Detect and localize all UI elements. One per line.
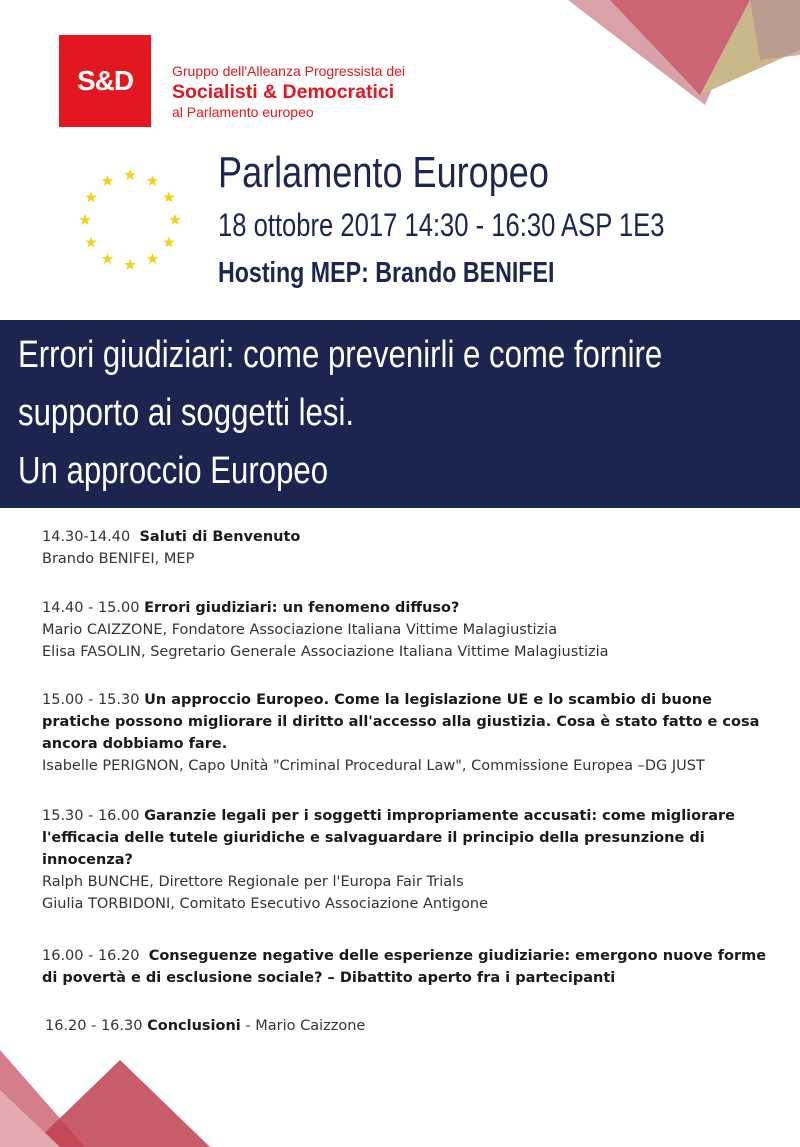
star-icon [169,214,180,225]
item-speaker: Elisa FASOLIN, Segretario Generale Associazione Italiana Vittime Malagiustizia [42,644,609,660]
group-name [172,62,405,120]
item-title: Errori giudiziari: un fenomeno diffuso? [144,600,460,616]
group-line-2: Socialisti & Democratici [172,81,395,103]
item-time: 16.00 - 16.20 [42,948,140,964]
program-item [42,805,735,915]
item-speaker: Giulia TORBIDONI, Comitato Esecutivo Associazione Antigone [42,896,488,912]
star-icon [163,192,174,203]
item-title-cont: di povertà e di esclusione sociale? – Dibattito aperto fra i partecipanti [42,970,616,986]
star-icon [147,175,158,186]
program-item [42,597,609,663]
star-icon [85,192,96,203]
item-title: Saluti di Benvenuto [139,529,301,545]
hosting-mep: Hosting MEP: Brando BENIFEI [218,257,555,289]
item-title: Conclusioni [147,1018,241,1034]
item-time: 15.30 - 16.00 [42,808,140,824]
banner-line-3: Un approccio Europeo [18,450,329,492]
sd-logo [59,35,151,127]
item-time: 15.00 - 15.30 [42,692,140,708]
topic-banner [0,320,800,508]
item-time: 16.20 - 16.30 [45,1018,143,1034]
item-time: 14.40 - 15.00 [42,600,140,616]
item-speaker: Brando BENIFEI, MEP [42,551,195,567]
program-item [42,689,759,777]
item-title-cont: innocenza? [42,852,133,868]
deco-triangle-bottom-red [30,1060,210,1147]
banner-line-1: Errori giudiziari: come prevenirli e come fornire [18,334,663,376]
logo-mark: S&D [76,65,134,96]
item-speaker: Mario CAIZZONE, Fondatore Associazione Italiana Vittime Malagiustizia [42,622,558,638]
star-icon [124,259,135,270]
group-line-1: Gruppo dell'Alleanza Progressista dei [172,63,406,79]
item-speaker: Isabelle PERIGNON, Capo Unità "Criminal Procedural Law", Commissione Europea –DG JUST [42,758,705,774]
program-item [42,945,766,989]
item-speaker: Ralph BUNCHE, Direttore Regionale per l'Europa Fair Trials [42,874,464,890]
eu-stars-icon [75,165,185,275]
item-time: 14.30-14.40 [42,529,131,545]
item-title-cont: pratiche possono migliorare il diritto all'accesso alla giustizia. Cosa è stato fatto e cosa [42,714,760,730]
item-title: Conseguenze negative delle esperienze giudiziarie: emergono nuove forme [148,948,767,964]
item-title-cont: ancora dobbiamo fare. [42,736,228,752]
page-title: Parlamento Europeo [218,148,549,197]
program-item [42,526,300,570]
item-title: Garanzie legali per i soggetti impropriamente accusati: come migliorare [144,808,736,824]
event-date-place: 18 ottobre 2017 14:30 - 16:30 ASP 1E3 [218,207,665,243]
star-icon [102,175,113,186]
star-icon [163,237,174,248]
star-icon [85,237,96,248]
item-title: Un approccio Europeo. Come la legislazione UE e lo scambio di buone [144,692,712,708]
group-line-3: al Parlamento europeo [172,104,314,120]
program-item [45,1015,365,1037]
star-icon [124,169,135,180]
item-speaker: - Mario Caizzone [240,1018,366,1034]
star-icon [102,253,113,264]
item-title-cont: l'efficacia delle tutele giuridiche e salvaguardare il principio della presunzione di [42,830,705,846]
banner-line-2: supporto ai soggetti lesi. [18,392,355,434]
star-icon [147,253,158,264]
star-icon [79,214,90,225]
